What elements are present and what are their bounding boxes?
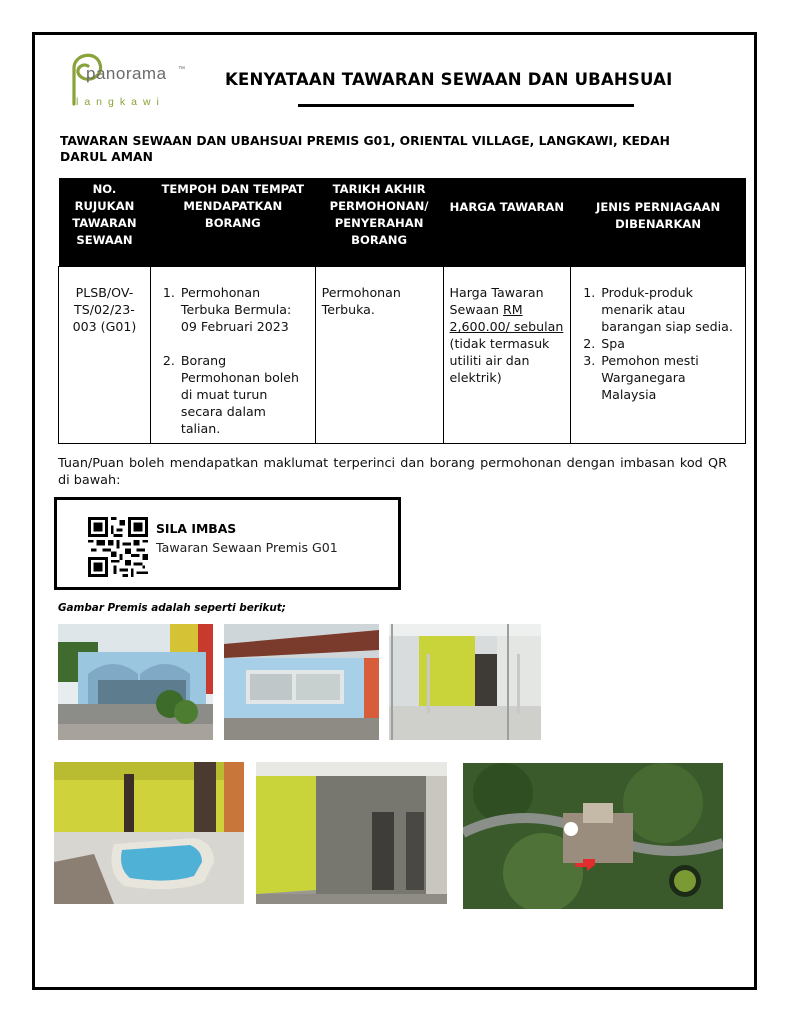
intro-paragraph: Tuan/Puan boleh mendapatkan maklumat terperinci dan borang permohonan dengan imbasan kod QR di bawah: — [58, 456, 727, 488]
qr-code-icon[interactable] — [88, 517, 148, 577]
location-aerial-map — [463, 763, 723, 909]
offer-table — [58, 178, 746, 444]
photos-caption: Gambar Premis adalah seperti berikut; — [58, 602, 286, 614]
jenis-item: 2. Spa — [599, 335, 739, 352]
cell-tarikh: Permohonan Terbuka. — [315, 267, 443, 444]
cell-ref: PLSB/OV-TS/02/23-003 (G01) — [59, 267, 151, 444]
harga-prefix: Harga Tawaran Sewaan — [449, 285, 544, 317]
cell-jenis — [571, 267, 746, 444]
table-row — [59, 267, 746, 444]
tempoh-item: 1. Permohonan Terbuka Bermula: 09 Februari 2023 — [179, 284, 309, 335]
tempoh-item: 2. Borang Permohonan boleh di muat turun secara dalam talian. — [179, 352, 309, 437]
jenis-item: 3. Pemohon mesti Warganegara Malaysia — [599, 352, 739, 403]
qr-subtitle: Tawaran Sewaan Premis G01 — [156, 540, 338, 555]
jenis-item: 1. Produk-produk menarik atau barangan siap sedia. — [599, 284, 739, 335]
table-header-row — [59, 178, 746, 267]
premise-photo-exterior — [58, 624, 213, 740]
logo-subtitle: langkawi — [76, 96, 165, 108]
harga-amount: RM 2,600.00/ sebulan — [449, 302, 564, 334]
page-title: KENYATAAN TAWARAN SEWAAN DAN UBAHSUAI — [225, 70, 673, 89]
header-tempoh: TEMPOH DAN TEMPAT MENDAPATKAN BORANG — [150, 178, 315, 267]
premise-photo-shopfront — [224, 624, 379, 740]
premise-photo-interior — [389, 624, 541, 740]
cell-tempoh — [150, 267, 315, 444]
offer-subtitle: TAWARAN SEWAAN DAN UBAHSUAI PREMIS G01, ORIENTAL VILLAGE, LANGKAWI, KEDAH DARUL AMAN — [60, 134, 670, 164]
logo-tm: ™ — [178, 66, 185, 73]
logo-word: panorama — [86, 64, 167, 83]
premise-photo-spa-pool — [54, 762, 244, 904]
premise-photo-interior-2 — [256, 762, 447, 904]
header-jenis: JENIS PERNIAGAAN DIBENARKAN — [571, 178, 746, 267]
harga-suffix: (tidak termasuk utiliti air dan elektrik) — [449, 336, 550, 385]
header-ref: NO. RUJUKAN TAWARAN SEWAAN — [59, 178, 151, 267]
qr-title: SILA IMBAS — [156, 521, 237, 536]
header-tarikh: TARIKH AKHIR PERMOHONAN/ PENYERAHAN BORANG — [315, 178, 443, 267]
header-harga: HARGA TAWARAN — [443, 178, 571, 267]
cell-harga — [443, 267, 571, 444]
title-underline — [298, 104, 634, 107]
